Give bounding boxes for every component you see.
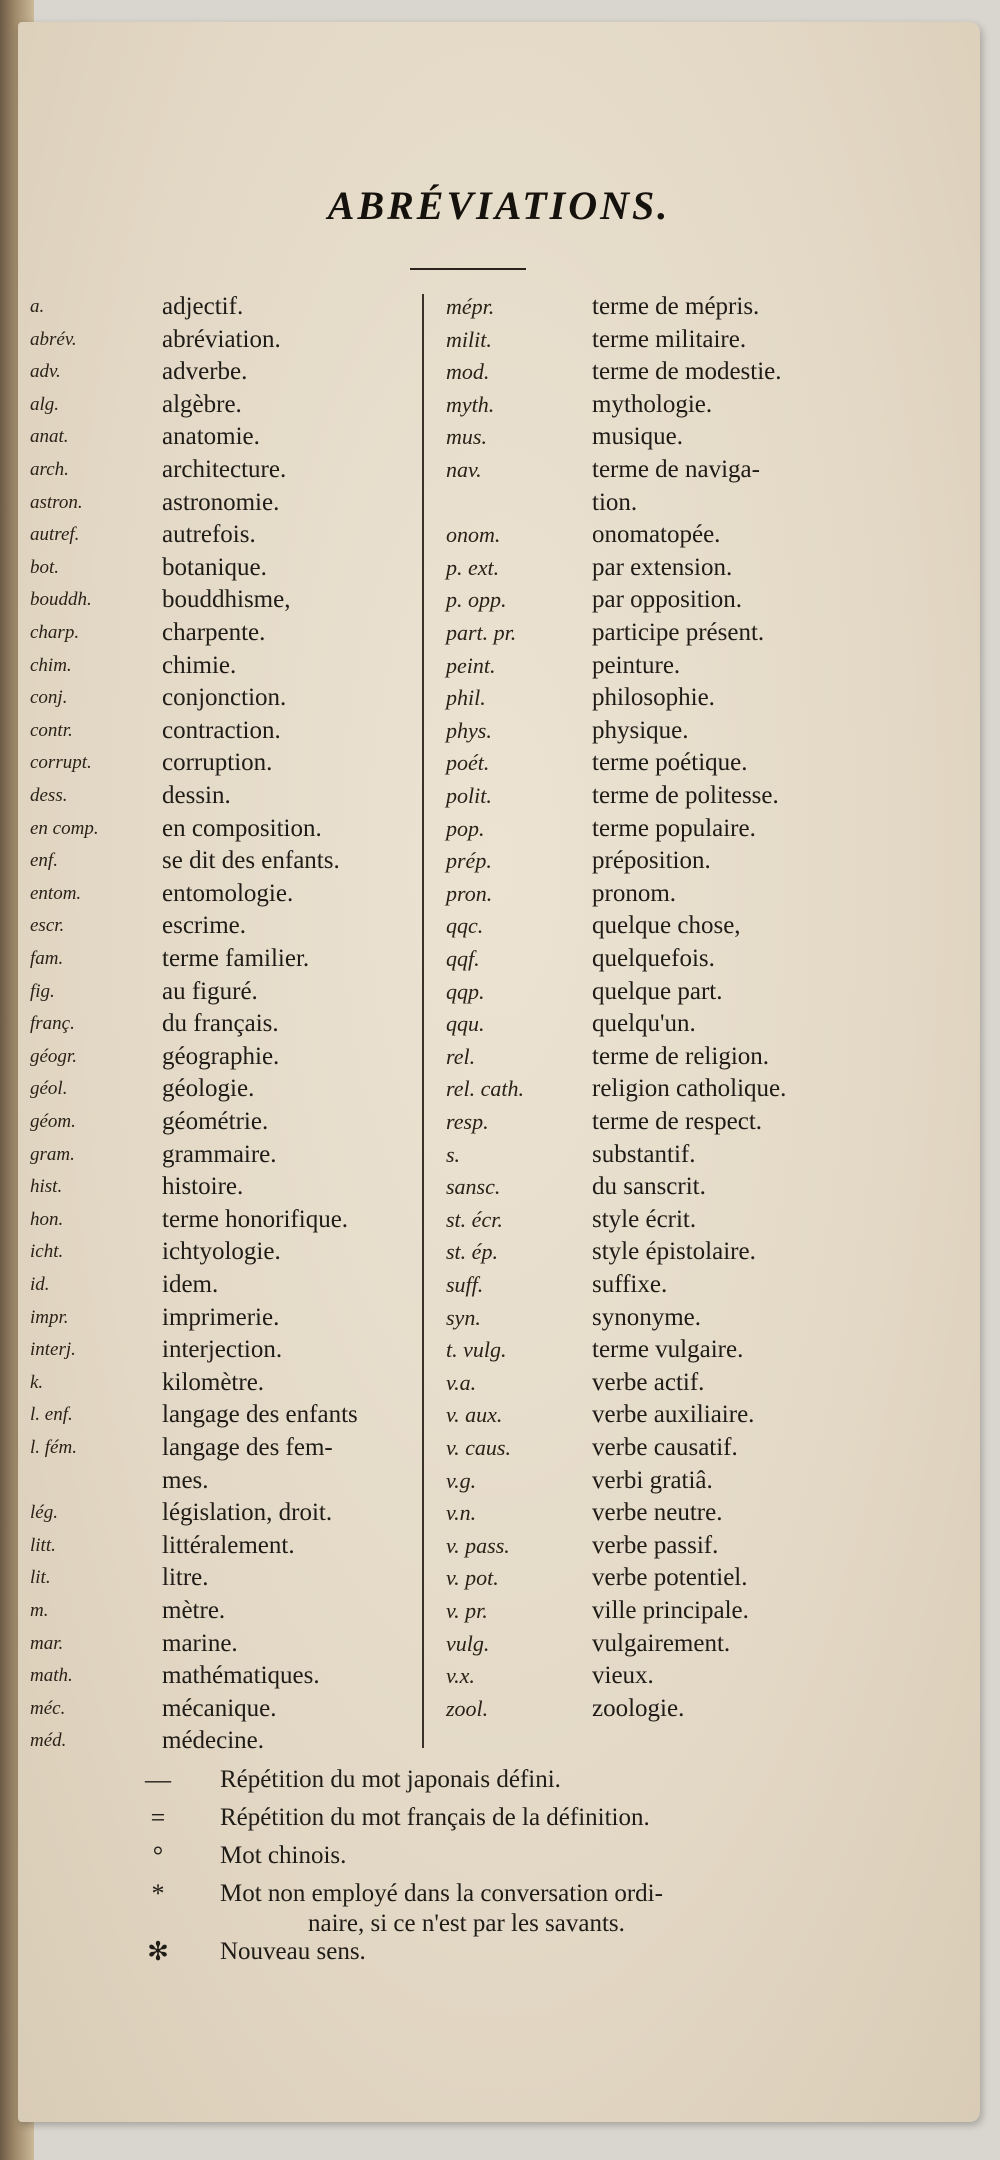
definition: verbe neutre. [592,1499,723,1527]
abbreviation: bouddh. [30,589,92,611]
abbreviation: adv. [30,361,61,383]
definition: participe présent. [592,619,765,646]
abbreviation: contr. [30,719,73,741]
abbreviation: v. pass. [446,1532,510,1558]
definition: terme de respect. [592,1108,763,1135]
abbreviation: icht. [30,1241,64,1263]
abbreviation: rel. cath. [446,1076,524,1102]
dictionary-page [18,22,980,2122]
definition: ichtyologie. [162,1238,281,1266]
abbreviation: vulg. [446,1630,490,1656]
column-divider [422,294,424,1748]
abbreviation: hon. [30,1208,64,1230]
abbreviation: resp. [446,1109,489,1134]
definition: substantif. [592,1140,696,1168]
abbreviation: dess. [30,785,68,806]
legend-text: Mot chinois. [220,1842,347,1869]
definition: mythologie. [592,390,713,418]
abbreviation: suff. [446,1272,484,1297]
abbreviation: math. [30,1665,73,1687]
definition: style écrit. [592,1205,697,1233]
definition: verbe passif. [592,1531,719,1559]
abbreviation: p. opp. [446,587,507,613]
definition: au figuré. [162,977,258,1005]
definition: abréviation. [162,325,281,353]
abbreviation: gram. [30,1143,75,1165]
definition: verbi gratiâ. [592,1466,713,1494]
definition: par opposition. [592,586,742,614]
legend-symbol: ° [152,1841,164,1870]
abbreviation: en comp. [30,817,99,839]
abbreviation: mod. [446,359,490,385]
abbreviation: st. écr. [446,1206,503,1232]
definition: législation, droit. [162,1499,333,1527]
definition: mètre. [162,1597,226,1624]
definition: terme vulgaire. [592,1336,744,1364]
definition: religion catholique. [592,1075,787,1103]
abbreviation: enf. [30,850,58,872]
definition: style épistolaire. [592,1238,756,1266]
abbreviation: p. ext. [446,554,500,580]
definition: botanique. [162,553,267,581]
abbreviation: astron. [30,491,83,513]
abbreviation: l. fém. [30,1437,77,1458]
abbreviation: franç. [30,1013,75,1035]
definition: anatomie. [162,423,260,451]
definition: terme familier. [162,945,310,972]
definition: verbe causatif. [592,1434,738,1461]
abbreviation: mépr. [446,294,495,319]
definition: suffixe. [592,1271,668,1298]
definition: terme de modestie. [592,358,782,386]
definition: littéralement. [162,1531,295,1559]
definition: terme poétique. [592,749,748,777]
definition: musique. [592,423,683,451]
definition: mathématiques. [162,1662,320,1690]
definition: onomatopée. [592,521,721,549]
definition: quelque chose, [592,912,741,940]
definition: entomologie. [162,879,294,907]
definition: du français. [162,1010,279,1038]
abbreviation: litt. [30,1534,56,1556]
definition: zoologie. [592,1694,685,1722]
definition: adverbe. [162,358,248,386]
definition: en composition. [162,814,322,842]
definition: interjection. [162,1336,283,1364]
definition: verbe auxiliaire. [592,1401,755,1429]
definition: escrime. [162,912,246,940]
definition: géométrie. [162,1108,269,1135]
definition: peinture. [592,651,681,679]
definition: idem. [162,1271,219,1298]
definition: préposition. [592,847,711,875]
abbreviation: a. [30,296,45,317]
definition: se dit des enfants. [162,847,340,875]
definition: langage des enfants [162,1401,358,1429]
abbreviation: v.a. [446,1369,477,1395]
abbreviation: id. [30,1274,50,1295]
abbreviation: peint. [446,652,496,678]
page-title: ABRÉVIATIONS. [327,183,671,228]
abbreviation: s. [446,1141,461,1167]
definition: marine. [162,1629,238,1657]
legend-text: Mot non employé dans la conversation ordi- [220,1880,663,1907]
abbreviation: hist. [30,1176,63,1198]
abbreviation: chim. [30,654,72,676]
abbreviation: pron. [446,880,493,906]
abbreviation: méd. [30,1730,67,1752]
legend-text-continuation: naire, si ce n'est par les savants. [308,1910,625,1937]
abbreviation: polit. [446,783,492,808]
definition: terme populaire. [592,814,756,842]
definition: astronomie. [162,488,280,516]
legend-symbol: * [151,1879,165,1908]
definition: terme de naviga- [592,456,760,483]
abbreviation: escr. [30,915,65,937]
definition: terme de mépris. [592,293,760,320]
definition: terme de politesse. [592,782,779,809]
abbreviation: géom. [30,1111,76,1132]
abbreviation: interj. [30,1339,76,1361]
definition: tion. [592,488,638,516]
abbreviation: milit. [446,326,492,352]
abbreviation: géogr. [30,1045,77,1067]
abbreviation: myth. [446,391,495,417]
abbreviation: t. vulg. [446,1337,507,1363]
abbreviation: qqc. [446,913,484,939]
definition: quelqu'un. [592,1010,696,1038]
abbreviation: nav. [446,457,482,482]
abbreviation: syn. [446,1304,481,1330]
definition: géographie. [162,1042,280,1070]
legend-symbol: ✻ [147,1937,169,1966]
definition: conjonction. [162,684,287,712]
abbreviation: phil. [446,685,486,711]
abbreviation: lég. [30,1502,58,1524]
abbreviation: méc. [30,1697,66,1719]
abbreviation: charp. [30,622,80,643]
abbreviation: prép. [446,848,492,874]
abbreviation: m. [30,1600,49,1621]
abbreviation: qqu. [446,1011,485,1037]
definition: charpente. [162,619,266,646]
abbreviation: rel. [446,1043,476,1069]
definition: quelquefois. [592,945,715,972]
abbreviation: onom. [446,522,501,548]
definition: architecture. [162,456,287,483]
definition: kilomètre. [162,1368,265,1396]
definition: verbe potentiel. [592,1564,748,1592]
abbreviation: géol. [30,1078,68,1100]
legend-symbol: = [150,1803,166,1832]
abbreviation: mus. [446,424,487,450]
definition: terme honorifique. [162,1205,349,1233]
definition: mécanique. [162,1694,277,1722]
abbreviation: pop. [446,815,485,841]
definition: grammaire. [162,1140,277,1168]
abbreviation: v. caus. [446,1435,511,1460]
definition: imprimerie. [162,1303,280,1331]
definition: terme militaire. [592,325,747,353]
definition: chimie. [162,651,237,679]
definition: adjectif. [162,293,244,320]
abbreviation: conj. [30,687,68,709]
definition: quelque part. [592,977,723,1005]
definition: contraction. [162,716,281,744]
abbreviation: abrév. [30,328,77,350]
abbreviation: part. pr. [446,620,517,645]
definition: terme de religion. [592,1042,770,1070]
abbreviation: v.g. [446,1467,477,1493]
legend-text: Répétition du mot français de la définition. [220,1804,650,1831]
abbreviation: autref. [30,524,80,546]
definition: du sanscrit. [592,1173,706,1201]
abbreviation: lit. [30,1567,51,1589]
definition: ville principale. [592,1597,749,1624]
abbreviation: v.n. [446,1500,477,1526]
legend-text: Répétition du mot japonais défini. [220,1766,561,1793]
title-underline [410,268,526,270]
abbreviation: sansc. [446,1174,501,1200]
definition: pronom. [592,879,677,907]
definition: philosophie. [592,684,715,712]
legend-symbol: — [145,1765,171,1794]
abbreviation: zool. [446,1695,489,1721]
abbreviation: v. pr. [446,1598,488,1623]
abbreviation: v. aux. [446,1402,503,1428]
definition: algèbre. [162,390,242,418]
abbreviation: mar. [30,1632,64,1654]
abbreviation: bot. [30,556,60,578]
abbreviation: phys. [446,717,492,743]
legend-text: Nouveau sens. [220,1938,366,1965]
abbreviation: fig. [30,980,55,1002]
abbreviation: alg. [30,393,60,415]
abbreviation: entom. [30,882,82,904]
abbreviation: v.x. [446,1663,475,1689]
definition: par extension. [592,553,733,581]
definition: verbe actif. [592,1368,705,1396]
abbreviation: poét. [446,750,490,776]
abbreviation: arch. [30,459,69,480]
definition: litre. [162,1564,209,1592]
definition: physique. [592,716,689,744]
abbreviation: l. enf. [30,1404,73,1426]
definition: vieux. [592,1662,654,1690]
definition: vulgairement. [592,1629,731,1657]
definition: mes. [162,1466,209,1494]
definition: dessin. [162,782,231,809]
definition: corruption. [162,749,273,777]
abbreviation: anat. [30,426,69,448]
abbreviation: v. pot. [446,1565,499,1591]
definition: synonyme. [592,1303,702,1331]
definition: bouddhisme, [162,586,291,614]
abbreviation: qqp. [446,978,485,1004]
abbreviation: k. [30,1371,44,1393]
abbreviation: st. ép. [446,1239,498,1265]
abbreviation: impr. [30,1306,69,1328]
definition: autrefois. [162,521,256,549]
definition: géologie. [162,1075,255,1103]
definition: histoire. [162,1173,244,1201]
abbreviation: qqf. [446,946,480,971]
abbreviation: corrupt. [30,752,92,774]
abbreviation: fam. [30,948,64,969]
definition: médecine. [162,1727,265,1755]
definition: langage des fem- [162,1434,333,1461]
